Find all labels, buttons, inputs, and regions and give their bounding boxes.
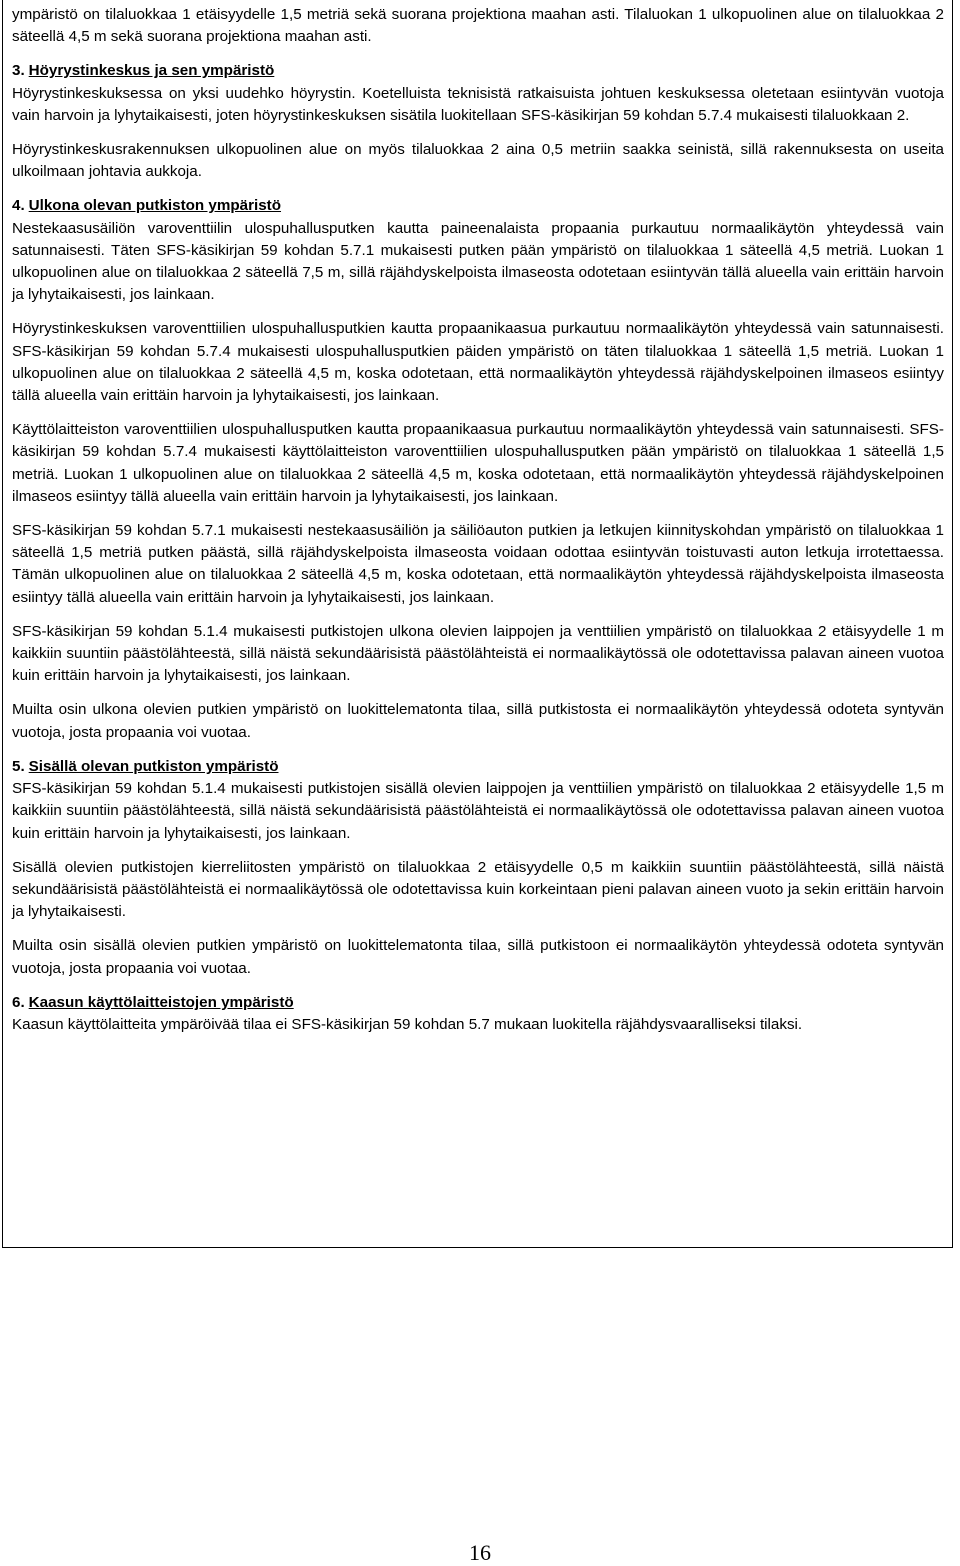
section-number: 5. — [12, 757, 25, 775]
document-body — [12, 4, 944, 1036]
section-title: Ulkona olevan putkiston ympäristö — [28, 197, 282, 215]
section-3-heading — [12, 60, 944, 82]
paragraph: Muilta osin ulkona olevien putkien ympäristö on luokittelematonta tilaa, sillä putkistosta ei normaalikäytön yhteydessä odoteta syntyvän vuotoja, josta propaania voi vuotaa. — [12, 701, 944, 741]
section-number: 6. — [12, 993, 25, 1011]
section-title: Sisällä olevan putkiston ympäristö — [28, 757, 279, 775]
paragraph: SFS-käsikirjan 59 kohdan 5.7.1 mukaisesti nestekaasusäiliön ja säiliöauton putkien ja letkujen kiinnityskohdan ympäristö on tilaluokkaa 1 säteellä 1,5 metriä putken päästä, sillä räjähdyskelpoista ilmaseosta voidaan odottaa esiintyvän toistuvasti auton letkuja irrotettaessa. Tämän ulkopuolinen alue on tilaluokkaa 2 säteellä 4,5 m, koska odotetaan, että normaalikäytön yhteydessä räjähdyskelpoista ilmaseosta esiintyy tällä alueella vain erittäin harvoin ja lyhytaikaisesti, jos lainkaan. — [12, 522, 944, 606]
section-number: 3. — [12, 62, 25, 80]
section-4-heading — [12, 195, 944, 217]
page-number: 16 — [469, 1540, 491, 1565]
paragraph: Höyrystinkeskusrakennuksen ulkopuolinen alue on myös tilaluokkaa 2 aina 0,5 metriin saakka seinistä, sillä rakennuksesta on useita ulkoilmaan johtavia aukkoja. — [12, 141, 944, 181]
section-title: Kaasun käyttölaitteistojen ympäristö — [28, 993, 294, 1011]
paragraph: Sisällä olevien putkistojen kierreliitosten ympäristö on tilaluokkaa 2 etäisyydelle 0,5 m kaikkiin suuntiin päästölähteestä, sillä näistä sekundäärisistä päästölähteistä ei normaalikäytössä ole odotettavissa kuin korkeintaan pieni palavan aineen vuoto ja sekin erittäin harvoin ja lyhytaikaisesti. — [12, 858, 944, 921]
paragraph: Käyttölaitteiston varoventtiilien ulospuhallusputken kautta propaanikaasua purkautuu normaalikäytön yhteydessä vain satunnaisesti. SFS-käsikirjan 59 kohdan 5.7.4 mukaisesti käyttölaitteiston varoventtiilien ulospuhallusputken pään ympäristö on tilaluokkaa 1 säteellä 1,5 metriä. Luokan 1 ulkopuolinen alue on tilaluokkaa 2 säteellä 4,5 m, koska odotetaan, että normaalikäytön yhteydessä räjähdyskelpoinen ilmaseos esiintyy tällä alueella vain erittäin harvoin ja lyhytaikaisesti, jos lainkaan. — [12, 421, 944, 505]
paragraph: Kaasun käyttölaitteita ympäröivää tilaa ei SFS-käsikirjan 59 kohdan 5.7 mukaan luokitella räjähdysvaaralliseksi tilaksi. — [12, 1015, 803, 1033]
paragraph: Höyrystinkeskuksessa on yksi uudehko höyrystin. Koetelluista teknisistä ratkaisuista johtuen keskuksessa oletetaan esiintyvän vuotoja vain harvoin ja lyhytaikaisesti, joten höyrystinkeskuksen sisätila luokitellaan SFS-käsikirjan 59 kohdan 5.7.4 mukaisesti tilaluokkaan 2. — [12, 84, 944, 124]
section-5-heading — [12, 756, 944, 778]
paragraph: SFS-käsikirjan 59 kohdan 5.1.4 mukaisesti putkistojen ulkona olevien laippojen ja venttiilien ympäristö on tilaluokkaa 2 etäisyydelle 1 m kaikkiin suuntiin päästölähteestä, sillä näistä sekundäärisistä päästölähteistä ei normaalikäytössä ole odotettavissa palavan aineen vuotoa kuin erittäin harvoin ja lyhytaikaisesti, jos lainkaan. — [12, 622, 944, 685]
section-title: Höyrystinkeskus ja sen ympäristö — [28, 62, 275, 80]
paragraph: SFS-käsikirjan 59 kohdan 5.1.4 mukaisesti putkistojen sisällä olevien laippojen ja venttiilien ympäristö on tilaluokkaa 2 etäisyydelle 1,5 m kaikkiin suuntiin päästölähteestä, sillä näistä sekundäärisistä päästölähteistä ei normaalikäytössä ole odotettavissa palavan aineen vuotoa kuin erittäin harvoin ja lyhytaikaisesti, jos lainkaan. — [12, 780, 944, 842]
intro-paragraph: ympäristö on tilaluokkaa 1 etäisyydelle 1,5 metriä sekä suorana projektiona maahan asti. Tilaluokan 1 ulkopuolinen alue on tilaluokkaa 2 säteellä 4,5 m sekä suorana projektiona maahan asti. — [12, 6, 944, 46]
paragraph: Nestekaasusäiliön varoventtiilin ulospuhallusputken kautta paineenalaista propaania purkautuu normaalikäytön yhteydessä vain satunnaisesti. Täten SFS-käsikirjan 59 kohdan 5.7.1 mukaisesti putken pään ympäristö on tilaluokkaa 1 säteellä 4,5 metriä. Luokan 1 ulkopuolinen alue on tilaluokkaa 2 säteellä 7,5 m, sillä räjähdyskelpoista ilmaseosta odotetaan esiintyvän tällä alueella vain erittäin harvoin ja lyhytaikaisesti, jos lainkaan. — [12, 219, 944, 304]
paragraph: Höyrystinkeskuksen varoventtiilien ulospuhallusputkien kautta propaanikaasua purkautuu normaalikäytön yhteydessä vain satunnaisesti. SFS-käsikirjan 59 kohdan 5.7.4 mukaisesti ulospuhallusputkien päiden ympäristö on täten tilaluokkaa 1 säteellä 1,5 metriä. Luokan 1 ulkopuolinen alue on tilaluokkaa 2 säteellä 4,5 m, koska odotetaan, että normaalikäytön yhteydessä räjähdyskelpoinen ilmaseos esiintyy tällä alueella vain erittäin harvoin ja lyhytaikaisesti, jos lainkaan. — [12, 320, 944, 405]
paragraph: Muilta osin sisällä olevien putkien ympäristö on luokittelematonta tilaa, sillä putkistoon ei normaalikäytön yhteydessä odoteta syntyvän vuotoja, josta propaania voi vuotaa. — [12, 937, 944, 977]
section-number: 4. — [12, 197, 25, 215]
section-6-heading — [12, 992, 944, 1014]
